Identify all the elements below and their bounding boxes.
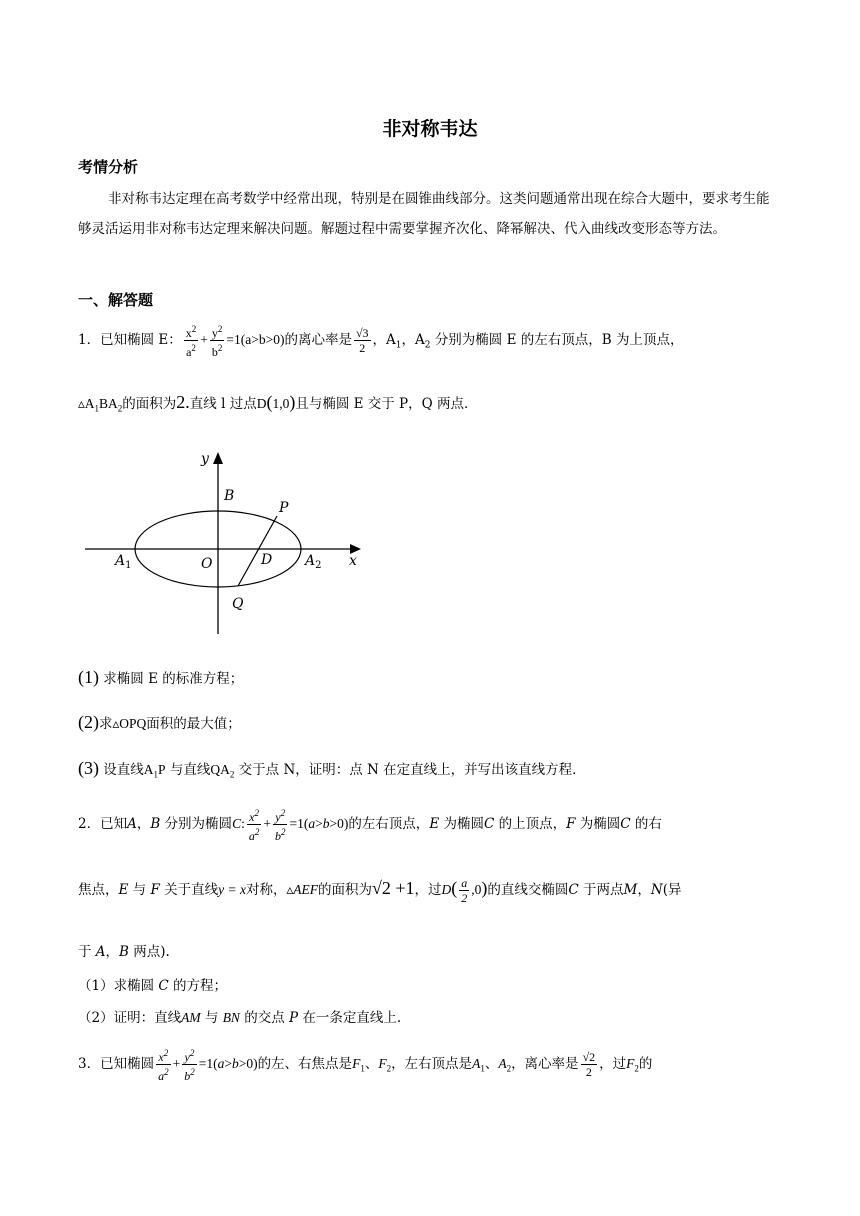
label-b: B [224, 488, 235, 504]
problem-2-line-3: 于 A，B 两点). [78, 944, 170, 960]
problem-1-line-1: 1．已知椭圆 E： $\frac{x^2}{a^2}$ + $\frac{y^2}{b^2}$ =1(a>b>0)的离心率是 $\frac{√3}{2}$ ，$A_1$，$A_2$ 分别为椭圆 E 的左右顶点，B 为上顶点， [78, 324, 684, 359]
intro-paragraph: 非对称韦达定理在高考数学中经常出现，特别是在圆锥曲线部分。这类问题通常出现在综合大题中，要求考生能够灵活运用非对称韦达定理来解决问题。解题过程中需要掌握齐次化、降幂解决、代入曲线改变形态等方法。 [78, 191, 770, 237]
y-axis-arrow [213, 452, 223, 464]
section-heading-problems: 一、解答题 [78, 291, 154, 309]
label-q: Q [232, 596, 244, 612]
label-a2: $A_2$ [305, 553, 322, 571]
problem-1-question-3: (3) 设直线$A_1P$ 与直线$QA_2$ 交于点 N，证明：点 N 在定直线上，并写出该直线方程． [78, 758, 586, 780]
ellipse-figure [85, 446, 375, 646]
problem-2-question-2: （2）证明：直线AM 与 BN 的交点 P 在一条定直线上. [78, 1010, 402, 1026]
label-o: O [201, 556, 213, 572]
problem-2-line-2: 焦点，E 与 F 关于直线y = x对称，▵AEF的面积为√2 +1，过D( $\frac{a}{2}$ ,0)的直线交椭圆C 于两点M，N(异 [78, 876, 682, 905]
problem-1-line-2: $▵A_1BA_2$的面积为2.直线 l 过点D(1,0)且与椭圆 E 交于 P，Q 两点． [78, 392, 478, 414]
problem-1-question-2: (2)求▵OPQ面积的最大值； [78, 712, 241, 732]
problem-3-line-1: 3．已知椭圆 $\frac{x^2}{a^2}$ + $\frac{y^2}{b^2}$ =1(a>b>0)的左、右焦点是$F_1$、$F_2$，左右顶点是$A_1$、$A_2$，离心率是 $\frac{√2}{2}$ ，过$F_2$的 [78, 1048, 653, 1083]
problem-1-question-1: (1) 求椭圆 E 的标准方程； [78, 667, 244, 687]
label-d: D [261, 552, 273, 568]
line-pq [238, 516, 277, 586]
label-p: P [279, 500, 289, 516]
page-title: 非对称韦达 [382, 118, 478, 140]
label-x: x [349, 553, 357, 569]
section-heading-analysis: 考情分析 [78, 158, 139, 176]
label-a1: $A_1$ [115, 553, 132, 571]
problem-2-line-1: 2．已知A，B 分别为椭圆C: $\frac{x^2}{a^2}$ + $\frac{y^2}{b^2}$ =1(a>b>0)的左右顶点，E 为椭圆C 的上顶点，F 为椭圆C 的右 [78, 808, 662, 843]
problem-2-question-1: （1）求椭圆 C 的方程； [78, 978, 228, 994]
label-y: y [201, 451, 209, 467]
